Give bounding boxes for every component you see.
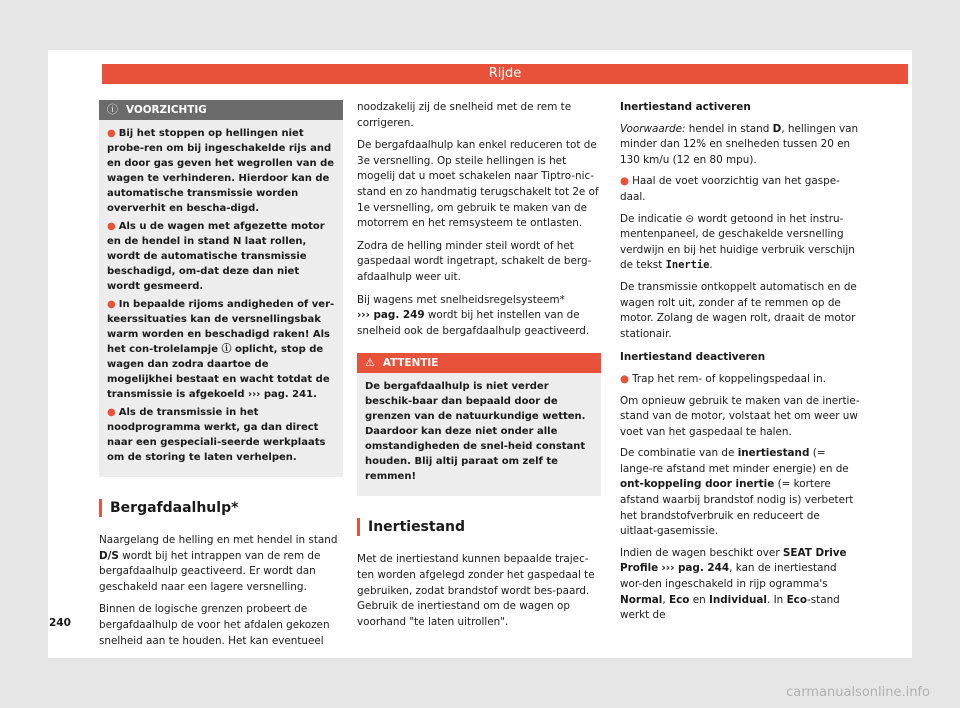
- coasting-indicator-icon: ⊝: [685, 212, 695, 225]
- attention-title: ATTENTIE: [382, 357, 439, 370]
- warning-item: ● Bij het stoppen op hellingen niet probe-ren om bij ingeschakelde rijs and en door gas geven het wegrollen van de wagen te verhinderen. Hierdoor kan de automatische transmissie worden oververhit en bescha-digd.: [107, 128, 335, 214]
- watermark: carmanualsonline.info: [786, 685, 930, 700]
- subheading-deactivate: Inertiestand deactiveren: [620, 351, 766, 364]
- paragraph: noodzakelij zij de snelheid met de rem te corrigeren.: [357, 101, 572, 129]
- paragraph: Zodra de helling minder steil wordt of het gaspedaal wordt ingetrapt, schakelt de berg-afdaalhulp weer uit.: [357, 239, 592, 283]
- bullet-icon: ●: [620, 372, 630, 385]
- paragraph: Naargelang de helling en met hendel in stand D/S wordt bij het intrappen van de rem de bergafdaalhulp geactiveerd. Er wordt dan geschakeld naar een lagere versnelling.: [99, 534, 338, 593]
- page-header-bar: [102, 64, 908, 84]
- section-title-bergafdaalhulp: Bergafdaalhulp*: [99, 499, 343, 517]
- warning-item: ● In bepaalde rijoms andigheden of ver-keerssituaties kan de versnellingsbak warm worden en beschadigd raken! Als het con-trolelampje ⓘ oplicht, stop de wagen dan zodra daartoe de mogelijkhei bestaat en wacht totdat de transmissie is afgekoeld ››› pag. 241.: [107, 299, 335, 400]
- bullet-icon: ●: [107, 128, 116, 139]
- subheading-activate: Inertiestand activeren: [620, 101, 751, 113]
- attention-box: [357, 353, 601, 496]
- bullet-icon: ●: [107, 299, 116, 310]
- warning-triangle-icon: ⚠: [365, 356, 375, 370]
- bullet-icon: ●: [107, 407, 116, 418]
- paragraph: Om opnieuw gebruik te maken van de inertie-stand van de motor, volstaat het om weer uw voet van het gaspedaal te halen.: [620, 394, 860, 438]
- paragraph: Bij wagens met snelheidsregelsysteem* ››› pag. 249 wordt bij het instellen van de snelheid ook de bergafdaalhulp geactiveerd.: [357, 293, 590, 337]
- page-number: 240: [49, 617, 71, 629]
- paragraph: De indicatie ⊝ wordt getoond in het instru-mentenpaneel, de geschakelde versnelling verdwijn en bij het huidige verbruik verschijn de tekst Inertie.: [620, 212, 855, 272]
- page-reference-link[interactable]: ››› pag. 241: [247, 389, 314, 400]
- bullet-item: ● Trap het rem- of koppelingspedaal in.: [620, 372, 826, 385]
- page-reference-link[interactable]: ››› pag. 249: [357, 309, 425, 322]
- paragraph: Binnen de logische grenzen probeert de bergafdaalhulp de voor het afdalen gekozen snelheid aan te houden. Het kan eventueel: [99, 603, 330, 647]
- warning-title: VOORZICHTIG: [126, 104, 207, 116]
- warning-item: ● Als de transmissie in het noodprogramma werkt, ga dan direct naar een gespeciali-seerde werkplaats om de storing te laten verhelpen.: [107, 407, 326, 463]
- bullet-item: ● Haal de voet voorzichtig van het gaspe-daal.: [620, 175, 840, 203]
- attention-box-header: [357, 353, 601, 373]
- column-right: [620, 100, 860, 630]
- warning-box: [99, 100, 343, 477]
- bullet-icon: ●: [620, 175, 630, 188]
- warning-box-body: [99, 120, 343, 477]
- manual-page: [48, 50, 912, 658]
- paragraph: De bergafdaalhulp kan enkel reduceren tot de 3e versnelling. Op steile hellingen is het mogelij dat u moet schakelen naar Tiptro-nic-stand en zo handmatig terugschakelt tot 2e of 1e versnelling, om gebruik te maken van de motorrem en het remsysteem te ontlasten.: [357, 139, 599, 230]
- warning-circle-icon: ⓘ: [107, 103, 118, 116]
- attention-box-body: De bergafdaalhulp is niet verder beschik-baar dan bepaald door de grenzen van de natuurkundige wetten. Daardoor kan deze niet onder alle omstandigheden de snel-heid constant houden. Blij altij paraat om zelf te remmen!: [365, 381, 586, 483]
- column-left: [99, 100, 343, 656]
- warning-box-header: [99, 100, 343, 120]
- paragraph: De transmissie ontkoppelt automatisch en de wagen rolt uit, zonder af te remmen op de motor. Zolang de wagen rolt, draait de motor stationair.: [620, 280, 857, 340]
- page-reference-link[interactable]: ››› pag. 244: [661, 562, 730, 575]
- paragraph: De combinatie van de inertiestand (= lange-re afstand met minder energie) en de ont-koppeling door inertie (= kortere afstand waarbij brandstof nodig is) verbetert het brandstofverbruik en reduceert de uitlaat-gasemissie.: [620, 447, 854, 538]
- section-title-inertiestand: Inertiestand: [357, 518, 601, 536]
- paragraph: Indien de wagen beschikt over SEAT Drive Profile ››› pag. 244, kan de inertiestand wor-den ingeschakeld in rijp ogramma's Normal, Eco en Individual. In Eco-stand werkt de: [620, 546, 847, 622]
- bullet-icon: ●: [107, 221, 116, 232]
- warning-lamp-icon: ⓘ: [221, 344, 232, 355]
- warning-item: ● Als u de wagen met afgezette motor en de hendel in stand N laat rollen, wordt de automatische transmissie beschadigd, om-dat deze dan niet wordt gesmeerd.: [107, 221, 325, 292]
- column-middle: [357, 100, 601, 637]
- header-title: Rijde: [488, 66, 522, 81]
- paragraph: Voorwaarde: hendel in stand D, hellingen van minder dan 12% en snelheden tussen 20 en 130 km/u (12 en 80 mpu).: [620, 122, 859, 166]
- paragraph: Met de inertiestand kunnen bepaalde trajec-ten worden afgelegd zonder het gaspedaal te gebruiken, zodat brandstof wordt bes-paard. Gebruik de inertiestand om de wagen op voorhand "te laten uitrollen".: [357, 553, 595, 628]
